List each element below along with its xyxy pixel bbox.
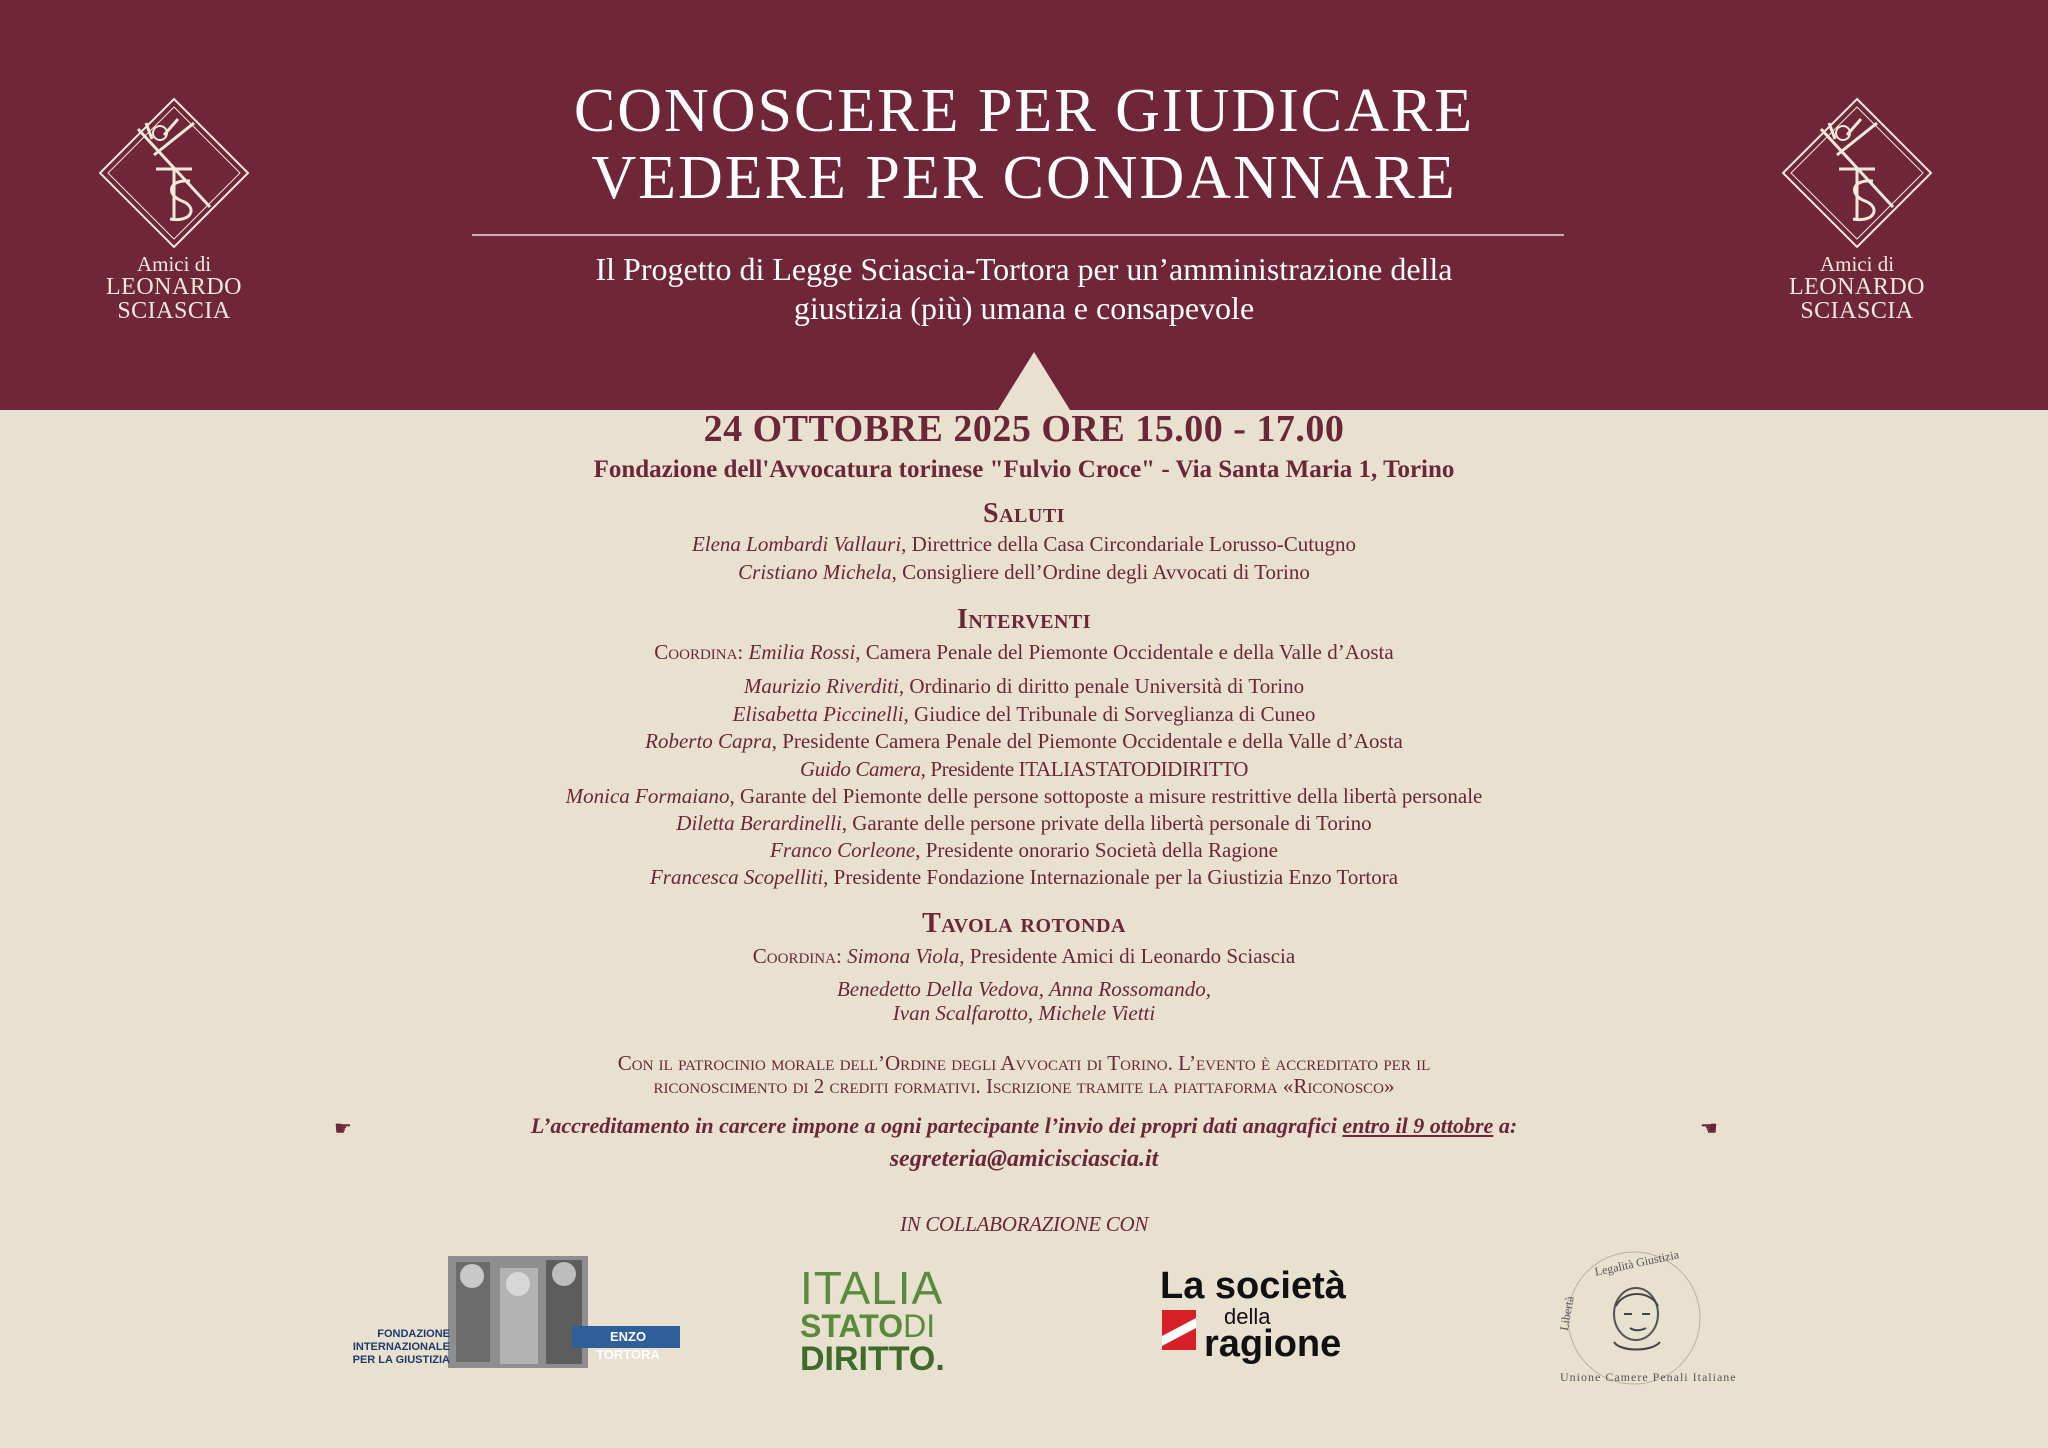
person-role: , Garante delle persone private della libertà personale di Torino [841, 811, 1372, 835]
partner1-line1: FONDAZIONE [377, 1328, 450, 1340]
partner2-di: DI [903, 1308, 936, 1344]
accr-deadline: entro il 9 ottobre [1342, 1113, 1494, 1138]
interventi-item [0, 811, 2048, 836]
subtitle-line2: giustizia (più) umana e consapevole [793, 290, 1255, 326]
accr-text: L’accreditamento in carcere impone a ogni partecipante l’invio dei propri dati anagrafici [530, 1113, 1343, 1138]
saluti-item [0, 560, 2048, 585]
person-name: Elisabetta Piccinelli [732, 702, 904, 726]
tavola-panel-line2 [0, 1001, 2048, 1026]
interventi-item [0, 729, 2048, 754]
logo-text-line1: Amici di [1819, 252, 1895, 276]
interventi-item [0, 674, 2048, 699]
section-heading-tavola-rotonda: Tavola rotonda [922, 908, 1126, 939]
person-role: , Consigliere dell’Ordine degli Avvocati di Torino [891, 560, 1310, 584]
pointing-hand-left-icon: ☚ [1700, 1116, 1718, 1140]
person-role: , Garante del Piemonte delle persone sottoposte a misure restrittive della libertà personale [729, 784, 1483, 808]
person-role: , Giudice del Tribunale di Sorveglianza di Cuneo [903, 702, 1316, 726]
person-name: Maurizio Riverditi [743, 674, 899, 698]
partner1-text [332, 1328, 450, 1367]
interventi-item [0, 838, 2048, 863]
seal-top-text: Legalità Giustizia [1593, 1247, 1681, 1279]
person-name: Monica Formaiano [565, 784, 730, 808]
section-heading-interventi: Interventi [956, 604, 1092, 635]
contact-email[interactable]: segreteria@amicisciascia.it [889, 1146, 1159, 1172]
person-role: , Direttrice della Casa Circondariale Lorusso-Cutugno [901, 532, 1357, 556]
partner1-line3: PER LA GIUSTIZIA [352, 1354, 450, 1366]
person-name: Guido Camera [800, 757, 921, 781]
partner2-line3: DIRITTO. [800, 1340, 945, 1378]
main-title-line1: CONOSCERE PER GIUDICARE [573, 77, 1475, 145]
coord-label: Coordina: [654, 640, 744, 664]
person-role: , Ordinario di diritto penale Università di Torino [898, 674, 1305, 698]
tavola-coordinator [0, 944, 2048, 969]
logo-text-line3: SCIASCIA [117, 298, 231, 324]
accreditation-note [0, 1113, 2048, 1139]
logo-emblem-icon [94, 95, 254, 251]
partner-logo-italia-stato-di-diritto [800, 1262, 970, 1378]
person-role: , Presidente Amici di Leonardo Sciascia [959, 944, 1296, 968]
interventi-item [0, 865, 2048, 890]
person-role: , Presidente Fondazione Internazionale per la Giustizia Enzo Tortora [823, 865, 1399, 889]
person-name: Francesca Scopelliti [649, 865, 824, 889]
saluti-item [0, 532, 2048, 557]
person-name: Diletta Berardinelli [676, 811, 842, 835]
partner2-line2 [800, 1310, 970, 1342]
person-name: Emilia Rossi [748, 640, 856, 664]
accr-text-end: a: [1493, 1113, 1518, 1138]
partner2-line1: ITALIA [800, 1262, 944, 1314]
person-name: Cristiano Michela [738, 560, 892, 584]
partner3-line3: ragione [1204, 1323, 1342, 1365]
main-title-line2: VEDERE PER CONDANNARE [591, 144, 1457, 212]
tavola-panel-line1 [0, 977, 2048, 1002]
patronage-note-line2: riconoscimento di 2 crediti formativi. Iscrizione tramite la piattaforma «Riconosco» [653, 1074, 1395, 1098]
person-name: Elena Lombardi Vallauri [691, 532, 902, 556]
person-role: , Presidente onorario Società della Ragione [915, 838, 1278, 862]
partner1-band: ENZO TORTORA [596, 1329, 660, 1362]
logo-text-line3: SCIASCIA [1800, 298, 1914, 324]
event-date: 24 OTTOBRE 2025 ORE 15.00 - 17.00 [703, 408, 1345, 450]
title-divider [472, 234, 1564, 236]
logo-text-line1: Amici di [136, 252, 212, 276]
coord-label: Coordina: [752, 944, 842, 968]
interventi-item [0, 757, 2048, 782]
logo-emblem-icon [1777, 95, 1937, 251]
person-role: , Camera Penale del Piemonte Occidentale e della Valle d’Aosta [855, 640, 1394, 664]
person-name: Simona Viola [847, 944, 960, 968]
logo-amici-sciascia-left [94, 95, 254, 335]
partner2-stato: STATO [800, 1308, 904, 1344]
person-name: Franco Corleone [770, 838, 916, 862]
partner-logo-societa-della-ragione [1160, 1266, 1390, 1366]
seal-bottom-text: Unione Camere Penali Italiane [1560, 1370, 1737, 1384]
subtitle-line1: Il Progetto di Legge Sciascia-Tortora per un’amministrazione della [595, 251, 1453, 287]
flag-stripe-icon [1162, 1310, 1196, 1350]
partner3-line2: della [1224, 1304, 1271, 1329]
partner-logo-fondazione-tortora [332, 1254, 682, 1374]
person-name: Roberto Capra [645, 729, 772, 753]
interventi-coordinator [0, 640, 2048, 665]
logo-text-line2: LEONARDO [1789, 274, 1925, 300]
interventi-item [0, 702, 2048, 727]
partner1-line2: INTERNAZIONALE [352, 1341, 450, 1353]
person-role: , Presidente ITALIASTATODIDIRITTO [920, 757, 1248, 781]
partner-logo-unione-camere-penali [1554, 1247, 1737, 1388]
patronage-note-line1: Con il patrocinio morale dell’Ordine degli Avvocati di Torino. L’evento è accreditato per il [617, 1051, 1431, 1075]
partner3-line1: La società [1160, 1265, 1346, 1307]
logo-amici-sciascia-right [1777, 95, 1937, 335]
person-role: , Presidente Camera Penale del Piemonte Occidentale e della Valle d’Aosta [771, 729, 1403, 753]
panel-names: Ivan Scalfarotto, Michele Vietti [892, 1001, 1156, 1025]
panel-names: Benedetto Della Vedova, Anna Rossomando, [836, 977, 1212, 1001]
subtitle [300, 250, 1748, 328]
seal-left-text: Libertà [1556, 1295, 1577, 1332]
collaboration-label: IN COLLABORAZIONE CON [899, 1212, 1149, 1236]
interventi-item [0, 784, 2048, 809]
logo-text-line2: LEONARDO [106, 274, 242, 300]
event-venue: Fondazione dell'Avvocatura torinese "Fulvio Croce" - Via Santa Maria 1, Torino [593, 456, 1455, 483]
section-heading-saluti: Saluti [983, 498, 1065, 529]
pointing-hand-right-icon: ☛ [334, 1116, 352, 1140]
header-notch [998, 352, 1070, 410]
